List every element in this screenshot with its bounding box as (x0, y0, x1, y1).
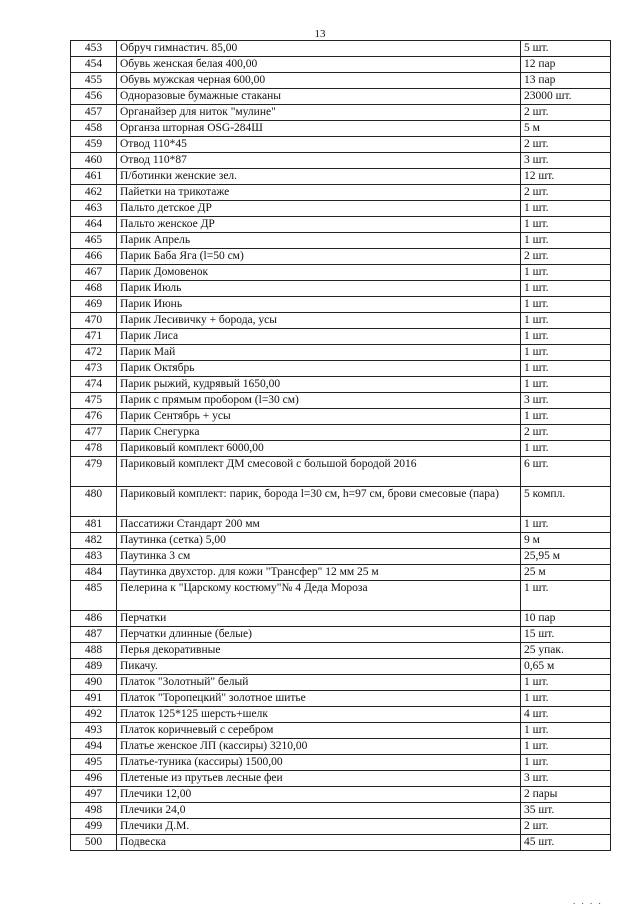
table-row (71, 265, 611, 281)
item-name: Паутинка 3 см (117, 549, 521, 565)
row-number: 454 (71, 57, 117, 73)
item-quantity: 1 шт. (521, 217, 611, 233)
row-number: 483 (71, 549, 117, 565)
table-row (71, 643, 611, 659)
item-name: Пальто женское ДР (117, 217, 521, 233)
item-quantity: 13 пар (521, 73, 611, 89)
item-quantity: 1 шт. (521, 441, 611, 457)
item-name: Перчатки длинные (белые) (117, 627, 521, 643)
item-name: Обруч гимнастич. 85,00 (117, 41, 521, 57)
table-row (71, 787, 611, 803)
item-name: Парик Сентябрь + усы (117, 409, 521, 425)
item-name: Пассатижи Стандарт 200 мм (117, 517, 521, 533)
table-row (71, 73, 611, 89)
item-quantity: 1 шт. (521, 313, 611, 329)
item-quantity: 5 шт. (521, 41, 611, 57)
item-quantity: 2 шт. (521, 105, 611, 121)
item-name: Перья декоративные (117, 643, 521, 659)
item-name: Парик Снегурка (117, 425, 521, 441)
row-number: 497 (71, 787, 117, 803)
row-number: 471 (71, 329, 117, 345)
item-quantity: 12 пар (521, 57, 611, 73)
row-number: 496 (71, 771, 117, 787)
table-row (71, 803, 611, 819)
table-row (71, 675, 611, 691)
item-name: Парик Лиса (117, 329, 521, 345)
row-number: 485 (71, 581, 117, 611)
item-quantity: 1 шт. (521, 329, 611, 345)
item-name: Пелерина к "Царскому костюму"№ 4 Деда Мороза (117, 581, 521, 611)
item-quantity: 5 м (521, 121, 611, 137)
item-name: Плечики 24,0 (117, 803, 521, 819)
table-row (71, 819, 611, 835)
item-name: Парик Июль (117, 281, 521, 297)
item-name: Парик рыжий, кудрявый 1650,00 (117, 377, 521, 393)
row-number: 489 (71, 659, 117, 675)
table-row (71, 627, 611, 643)
item-quantity: 23000 шт. (521, 89, 611, 105)
item-quantity: 1 шт. (521, 265, 611, 281)
item-quantity: 1 шт. (521, 345, 611, 361)
table-row (71, 361, 611, 377)
table-row (71, 393, 611, 409)
item-quantity: 35 шт. (521, 803, 611, 819)
row-number: 460 (71, 153, 117, 169)
table-row (71, 281, 611, 297)
item-name: Парик Домовенок (117, 265, 521, 281)
item-quantity: 2 шт. (521, 137, 611, 153)
item-quantity: 6 шт. (521, 457, 611, 487)
table-row (71, 487, 611, 517)
item-quantity: 2 шт. (521, 185, 611, 201)
row-number: 462 (71, 185, 117, 201)
item-name: Пальто детское ДР (117, 201, 521, 217)
item-name: Органайзер для ниток "мулине" (117, 105, 521, 121)
row-number: 478 (71, 441, 117, 457)
row-number: 474 (71, 377, 117, 393)
item-name: Органза шторная OSG-284Ш (117, 121, 521, 137)
item-name: Паутинка двухстор. для кожи "Трансфер" 12 мм 25 м (117, 565, 521, 581)
table-row (71, 153, 611, 169)
item-quantity: 25,95 м (521, 549, 611, 565)
item-name: Парик Лесивичку + борода, усы (117, 313, 521, 329)
item-quantity: 1 шт. (521, 691, 611, 707)
item-quantity: 1 шт. (521, 201, 611, 217)
table-row (71, 41, 611, 57)
item-name: Отвод 110*45 (117, 137, 521, 153)
item-quantity: 1 шт. (521, 517, 611, 533)
table-row (71, 441, 611, 457)
item-name: Парик Октябрь (117, 361, 521, 377)
item-name: Париковый комплект 6000,00 (117, 441, 521, 457)
table-row (71, 169, 611, 185)
table-row (71, 517, 611, 533)
row-number: 480 (71, 487, 117, 517)
row-number: 494 (71, 739, 117, 755)
item-quantity: 1 шт. (521, 755, 611, 771)
item-name: Обувь мужская черная 600,00 (117, 73, 521, 89)
item-name: Платье-туника (кассиры) 1500,00 (117, 755, 521, 771)
row-number: 482 (71, 533, 117, 549)
table-row (71, 533, 611, 549)
item-name: Отвод 110*87 (117, 153, 521, 169)
table-row (71, 755, 611, 771)
row-number: 475 (71, 393, 117, 409)
item-quantity: 4 шт. (521, 707, 611, 723)
item-quantity: 1 шт. (521, 739, 611, 755)
table-row (71, 297, 611, 313)
item-quantity: 1 шт. (521, 581, 611, 611)
item-quantity: 25 упак. (521, 643, 611, 659)
item-quantity: 3 шт. (521, 393, 611, 409)
row-number: 500 (71, 835, 117, 851)
table-row (71, 313, 611, 329)
table-row (71, 185, 611, 201)
item-quantity: 45 шт. (521, 835, 611, 851)
item-quantity: 1 шт. (521, 675, 611, 691)
item-quantity: 2 шт. (521, 425, 611, 441)
item-name: Платок "Торопецкий" золотное шитье (117, 691, 521, 707)
row-number: 488 (71, 643, 117, 659)
table-row (71, 89, 611, 105)
table-row (71, 57, 611, 73)
item-quantity: 15 шт. (521, 627, 611, 643)
item-quantity: 2 пары (521, 787, 611, 803)
row-number: 473 (71, 361, 117, 377)
table-row (71, 691, 611, 707)
item-quantity: 3 шт. (521, 153, 611, 169)
table-row (71, 723, 611, 739)
item-name: Платье женское ЛП (кассиры) 3210,00 (117, 739, 521, 755)
row-number: 490 (71, 675, 117, 691)
row-number: 455 (71, 73, 117, 89)
row-number: 466 (71, 249, 117, 265)
table-row (71, 217, 611, 233)
item-name: Пайетки на трикотаже (117, 185, 521, 201)
table-row (71, 707, 611, 723)
row-number: 484 (71, 565, 117, 581)
item-quantity: 12 шт. (521, 169, 611, 185)
item-name: Плечики 12,00 (117, 787, 521, 803)
row-number: 472 (71, 345, 117, 361)
item-quantity: 5 компл. (521, 487, 611, 517)
row-number: 457 (71, 105, 117, 121)
table-row (71, 409, 611, 425)
item-quantity: 25 м (521, 565, 611, 581)
row-number: 477 (71, 425, 117, 441)
table-row (71, 425, 611, 441)
row-number: 467 (71, 265, 117, 281)
item-quantity: 1 шт. (521, 233, 611, 249)
row-number: 498 (71, 803, 117, 819)
row-number: 461 (71, 169, 117, 185)
table-row (71, 249, 611, 265)
row-number: 491 (71, 691, 117, 707)
table-row (71, 771, 611, 787)
table-row (71, 329, 611, 345)
table-row (71, 105, 611, 121)
item-name: Обувь женская белая 400,00 (117, 57, 521, 73)
item-name: Парик Баба Яга (l=50 см) (117, 249, 521, 265)
row-number: 468 (71, 281, 117, 297)
table-row (71, 581, 611, 611)
table-row (71, 201, 611, 217)
table-row (71, 739, 611, 755)
row-number: 464 (71, 217, 117, 233)
page-number: 13 (314, 28, 326, 40)
table-row (71, 835, 611, 851)
row-number: 456 (71, 89, 117, 105)
item-name: Париковый комплект: парик, борода l=30 см, h=97 см, брови смесовые (пара) (117, 487, 521, 517)
item-name: Парик Апрель (117, 233, 521, 249)
table-row (71, 345, 611, 361)
item-name: П/ботинки женские зел. (117, 169, 521, 185)
item-name: Плечики Д.М. (117, 819, 521, 835)
scan-mark: . . . . (573, 896, 603, 906)
row-number: 476 (71, 409, 117, 425)
item-name: Пикачу. (117, 659, 521, 675)
item-quantity: 1 шт. (521, 723, 611, 739)
table-row (71, 659, 611, 675)
inventory-rows (71, 41, 611, 851)
item-name: Парик Май (117, 345, 521, 361)
item-name: Подвеска (117, 835, 521, 851)
inventory-table (70, 40, 611, 851)
item-name: Париковый комплект ДМ смесовой с большой бородой 2016 (117, 457, 521, 487)
table-row (71, 137, 611, 153)
item-quantity: 1 шт. (521, 281, 611, 297)
item-quantity: 2 шт. (521, 249, 611, 265)
item-name: Платок "Золотный" белый (117, 675, 521, 691)
item-quantity: 1 шт. (521, 361, 611, 377)
table-row (71, 121, 611, 137)
row-number: 470 (71, 313, 117, 329)
row-number: 465 (71, 233, 117, 249)
row-number: 493 (71, 723, 117, 739)
row-number: 453 (71, 41, 117, 57)
row-number: 458 (71, 121, 117, 137)
item-name: Парик Июнь (117, 297, 521, 313)
item-name: Одноразовые бумажные стаканы (117, 89, 521, 105)
item-quantity: 1 шт. (521, 377, 611, 393)
row-number: 469 (71, 297, 117, 313)
item-name: Парик с прямым пробором (l=30 см) (117, 393, 521, 409)
item-name: Плетеные из прутьев лесные феи (117, 771, 521, 787)
table-row (71, 233, 611, 249)
item-name: Паутинка (сетка) 5,00 (117, 533, 521, 549)
row-number: 479 (71, 457, 117, 487)
item-quantity: 9 м (521, 533, 611, 549)
item-quantity: 10 пар (521, 611, 611, 627)
row-number: 486 (71, 611, 117, 627)
row-number: 499 (71, 819, 117, 835)
row-number: 463 (71, 201, 117, 217)
item-name: Платок коричневый с серебром (117, 723, 521, 739)
table-row (71, 377, 611, 393)
item-quantity: 0,65 м (521, 659, 611, 675)
row-number: 487 (71, 627, 117, 643)
table-row (71, 457, 611, 487)
item-name: Перчатки (117, 611, 521, 627)
item-name: Платок 125*125 шерсть+шелк (117, 707, 521, 723)
row-number: 481 (71, 517, 117, 533)
item-quantity: 1 шт. (521, 297, 611, 313)
item-quantity: 3 шт. (521, 771, 611, 787)
item-quantity: 1 шт. (521, 409, 611, 425)
table-row (71, 565, 611, 581)
item-quantity: 2 шт. (521, 819, 611, 835)
row-number: 459 (71, 137, 117, 153)
table-row (71, 549, 611, 565)
row-number: 495 (71, 755, 117, 771)
table-row (71, 611, 611, 627)
row-number: 492 (71, 707, 117, 723)
